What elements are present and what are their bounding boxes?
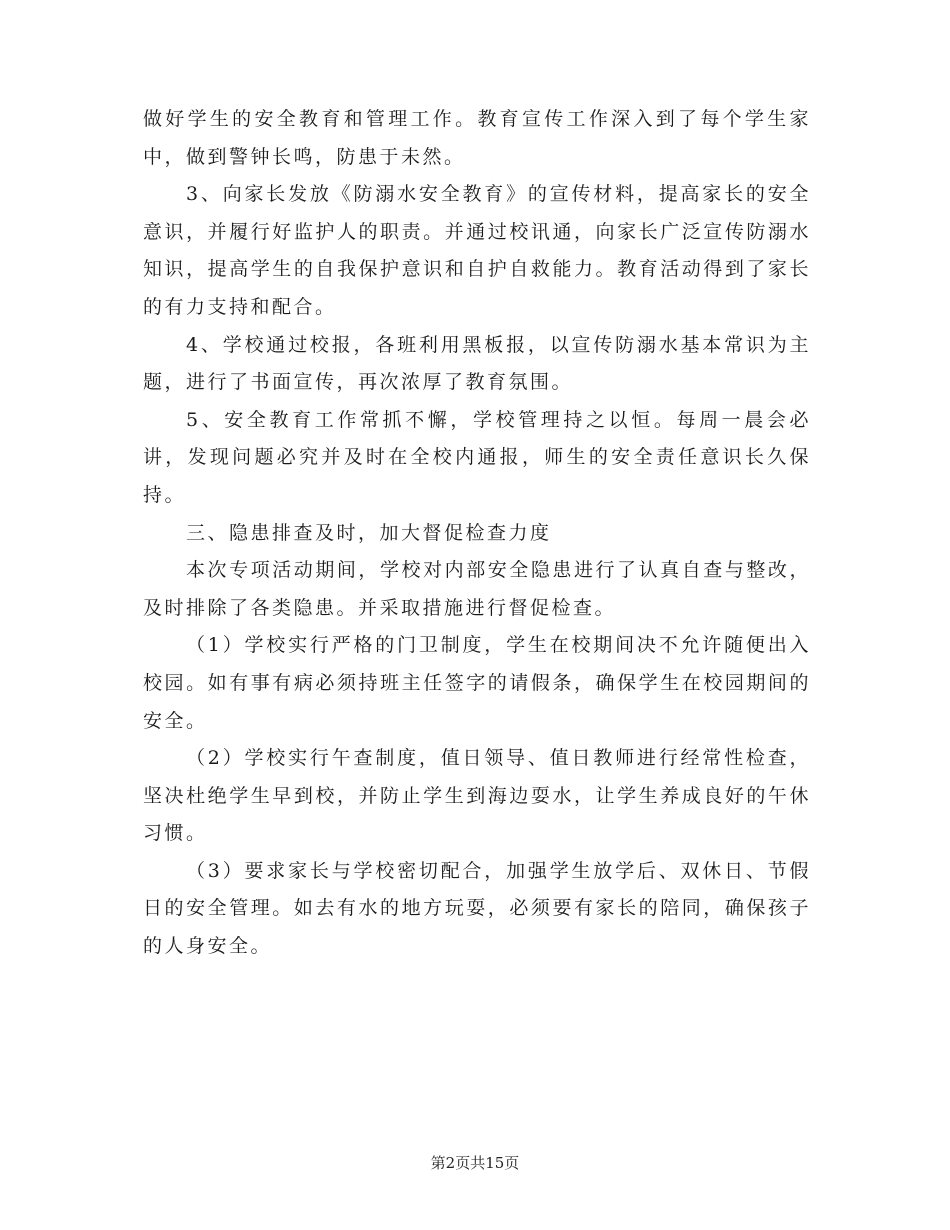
paragraph-item-5: 5、安全教育工作常抓不懈，学校管理持之以恒。每周一晨会必讲，发现问题必究并及时在全校内通报，师生的安全责任意识长久保持。 (143, 408, 811, 506)
paragraph-measure-3: （3）要求家长与学校密切配合，加强学生放学后、双休日、节假日的安全管理。如去有水的地方玩耍，必须要有家长的陪同，确保孩子的人身安全。 (143, 859, 811, 958)
paragraph-item-4: 4、学校通过校报，各班利用黑板报，以宣传防溺水基本常识为主题，进行了书面宣传，再次浓厚了教育氛围。 (143, 333, 811, 394)
paragraph-section-intro: 本次专项活动期间，学校对内部安全隐患进行了认真自查与整改，及时排除了各类隐患。并采取措施进行督促检查。 (143, 559, 811, 619)
document-body (143, 101, 811, 966)
paragraph-measure-1: （1）学校实行严格的门卫制度，学生在校期间决不允许随便出入校园。如有事有病必须持班主任签字的请假条，确保学生在校园期间的安全。 (143, 634, 811, 732)
page-number-footer: 第2页共15页 (430, 1154, 520, 1172)
paragraph-continuation: 做好学生的安全教育和管理工作。教育宣传工作深入到了每个学生家中，做到警钟长鸣，防患于未然。 (143, 108, 811, 168)
paragraph-measure-2: （2）学校实行午查制度，值日领导、值日教师进行经常性检查，坚决杜绝学生早到校，并防止学生到海边耍水，让学生养成良好的午休习惯。 (143, 747, 811, 845)
paragraph-item-3: 3、向家长发放《防溺水安全教育》的宣传材料，提高家长的安全意识，并履行好监护人的职责。并通过校讯通，向家长广泛宣传防溺水知识，提高学生的自我保护意识和自护自救能力。教育活动得到了家长的有力支持和配合。 (143, 183, 811, 318)
section-heading: 三、隐患排查及时，加大督促检查力度 (186, 521, 552, 544)
